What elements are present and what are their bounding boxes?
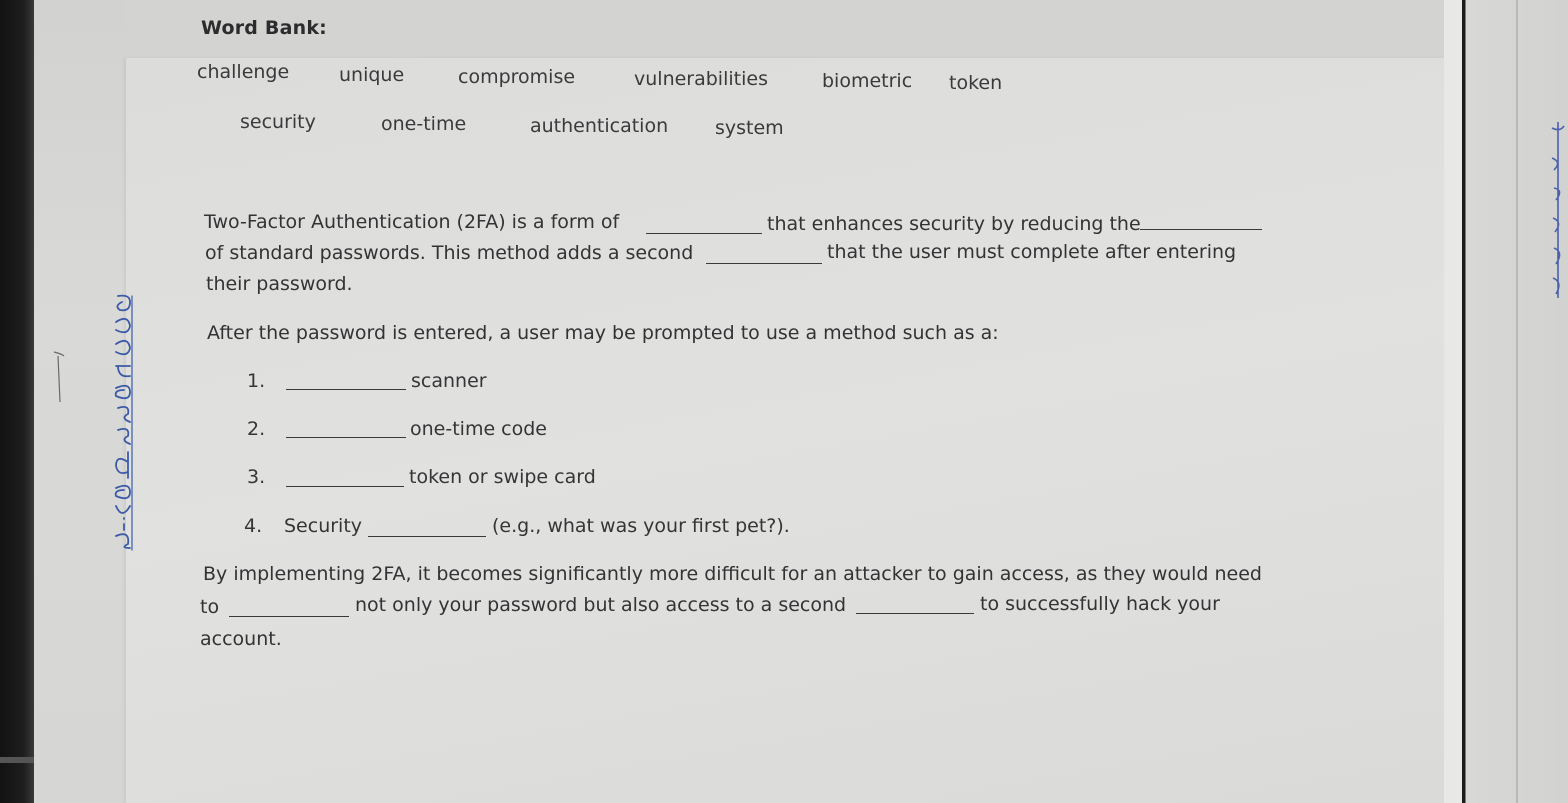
paragraph1-line1-start: Two-Factor Authentication (2FA) is a form of: [204, 211, 620, 233]
page-fold-line: [1516, 0, 1518, 803]
word-bank-word: challenge: [197, 61, 290, 83]
worksheet-page: [126, 58, 1444, 803]
word-bank-word: unique: [339, 64, 405, 86]
blank-line[interactable]: [706, 263, 822, 264]
handwriting-note-access-device: [108, 292, 142, 552]
word-bank-word: system: [715, 117, 784, 139]
list-item-text: (e.g., what was your first pet?).: [492, 515, 790, 537]
page-right-margin: [1444, 0, 1462, 803]
blank-line[interactable]: [368, 536, 486, 537]
word-bank-word: compromise: [458, 66, 576, 88]
paragraph1-line3: their password.: [206, 273, 353, 295]
word-bank-word: token: [949, 72, 1003, 94]
paragraph3-line2-start: to: [200, 596, 220, 618]
paragraph1-line2-start: of standard passwords. This method adds a second: [205, 242, 694, 264]
handwriting-scribble-right: [1548, 118, 1568, 303]
list-item-text-before: Security: [284, 515, 363, 537]
desk-left-edge: [0, 0, 34, 803]
pencil-bracket-mark: [52, 350, 66, 404]
blank-line[interactable]: [646, 233, 762, 234]
blank-line[interactable]: [286, 486, 404, 487]
list-item-number: 1.: [247, 370, 266, 392]
list-item-number: 4.: [244, 515, 263, 537]
word-bank-word: one-time: [381, 113, 467, 135]
list-item-text: token or swipe card: [409, 466, 596, 488]
desk-stripe: [0, 757, 34, 763]
blank-line[interactable]: [1140, 229, 1262, 230]
paragraph3-line2-middle: not only your password but also access to a second: [355, 594, 847, 616]
paragraph1-line1-end: that enhances security by reducing the: [767, 213, 1141, 235]
paragraph3-line3: account.: [200, 628, 282, 650]
blank-line[interactable]: [229, 616, 349, 617]
list-item-text: one-time code: [410, 418, 547, 440]
paragraph3-line1: By implementing 2FA, it becomes significantly more difficult for an attacker to gain access, as they would need: [203, 563, 1262, 585]
paragraph3-line2-end: to successfully hack your: [980, 593, 1220, 615]
blank-line[interactable]: [856, 613, 974, 614]
paragraph1-line2-end: that the user must complete after entering: [827, 241, 1237, 263]
word-bank-word: authentication: [530, 115, 669, 137]
list-item-text: scanner: [411, 370, 487, 392]
blank-line[interactable]: [286, 389, 406, 390]
blank-line[interactable]: [286, 437, 406, 438]
word-bank-title: Word Bank:: [201, 17, 327, 39]
list-item-number: 2.: [247, 418, 266, 440]
paragraph2-intro: After the password is entered, a user may be prompted to use a method such as a:: [207, 322, 999, 344]
word-bank-word: biometric: [822, 70, 913, 92]
word-bank-word: security: [240, 111, 316, 133]
word-bank-word: vulnerabilities: [634, 68, 768, 90]
list-item-number: 3.: [247, 466, 266, 488]
